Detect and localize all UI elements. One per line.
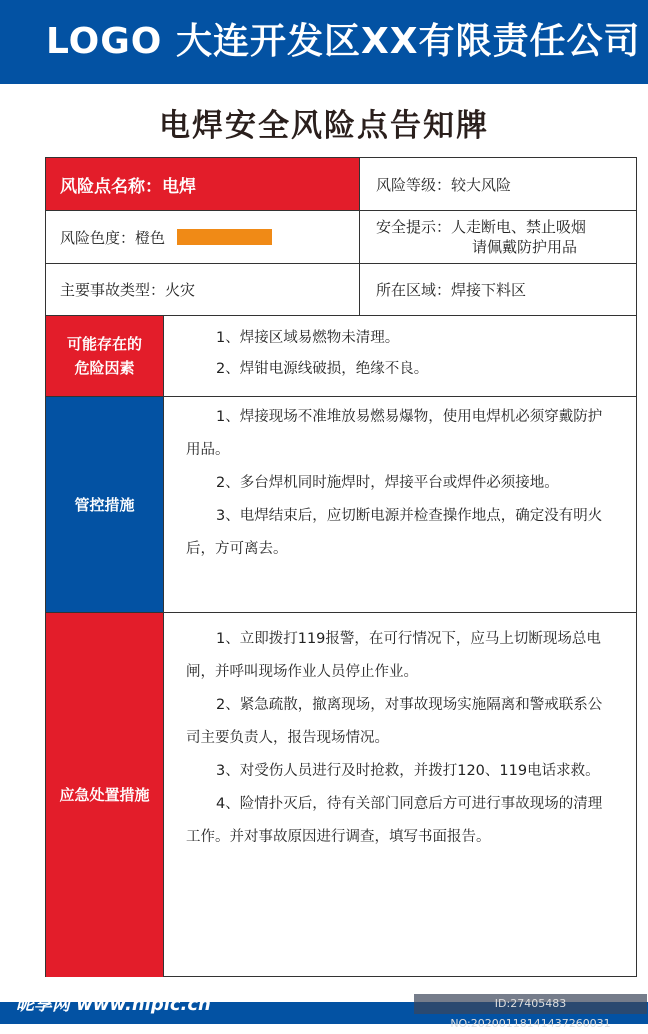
- hazards-label-line-1: 可能存在的: [66, 335, 142, 353]
- risk-level: 风险等级：较大风险: [360, 158, 637, 211]
- safety-tip-line-1: 安全提示：人走断电、禁止吸烟: [376, 218, 587, 236]
- emergency-item: 4、险情扑灭后，待有关部门同意后方可进行事故现场的清理工作。并对事故原因进行调查，填写书面报告。: [186, 796, 603, 845]
- hazards-label: [46, 316, 164, 397]
- emergency-label: 应急处置措施: [46, 613, 164, 977]
- page-title: 电焊安全风险点告知牌: [159, 108, 489, 144]
- risk-point-name: 风险点名称：电焊: [46, 158, 360, 211]
- image-id: ID:27405483 NO:20200118141437260031: [414, 994, 647, 1014]
- company-header: LOGO 大连开发区XX有限责任公司: [0, 0, 648, 84]
- risk-color-swatch: [177, 229, 272, 245]
- hazards-label-line-2: 危险因素: [74, 359, 135, 377]
- controls-label: 管控措施: [46, 397, 164, 613]
- risk-color-label: 风险色度：橙色: [60, 228, 166, 247]
- accident-type: 主要事故类型：火灾: [46, 264, 360, 316]
- hazard-item: 2、焊钳电源线破损，绝缘不良。: [216, 361, 429, 377]
- emergency-item: 2、紧急疏散，撤离现场，对事故现场实施隔离和警戒联系公司主要负责人，报告现场情况。: [186, 697, 603, 746]
- watermark: 昵享网 www.nipic.cn: [16, 994, 211, 1015]
- risk-color-cell: [46, 211, 360, 264]
- risk-table: [45, 157, 637, 977]
- emergency-item: 1、立即拨打119报警，在可行情况下，应马上切断现场总电闸，并呼叫现场作业人员停止作业。: [186, 631, 601, 680]
- safety-tip: [360, 211, 637, 264]
- controls-list: [164, 397, 637, 613]
- area: 所在区域：焊接下料区: [360, 264, 637, 316]
- hazard-item: 1、焊接区域易燃物未清理。: [216, 330, 400, 346]
- control-item: 2、多台焊机同时施焊时，焊接平台或焊件必须接地。: [216, 475, 559, 491]
- control-item: 3、电焊结束后，应切断电源并检查操作地点，确定没有明火后，方可离去。: [186, 508, 603, 557]
- emergency-list: [164, 613, 637, 977]
- hazards-list: [164, 316, 637, 397]
- safety-tip-line-2: 请佩戴防护用品: [472, 238, 578, 256]
- control-item: 1、焊接现场不准堆放易燃易爆物，使用电焊机必须穿戴防护用品。: [186, 409, 603, 458]
- emergency-item: 3、对受伤人员进行及时抢救，并拨打120、119电话求救。: [216, 763, 600, 779]
